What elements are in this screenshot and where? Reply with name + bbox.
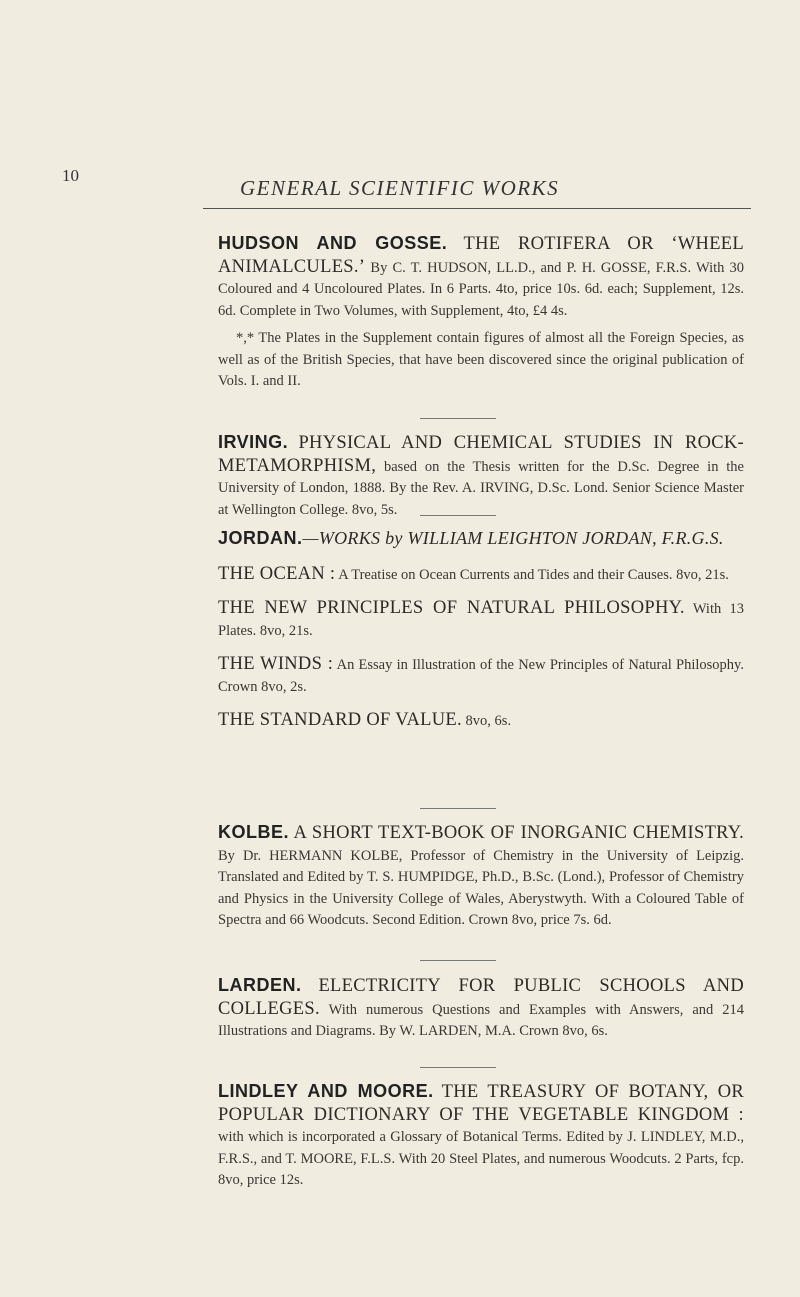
entry-body: By Dr. HERMANN KOLBE, Professor of Chemistry in the University of Leipzig. Translated and Edited by T. S. HUMPIDGE, Ph.D., B.Sc. (Lond.), Professor of Chemistry and Physics in the University College of Wales, Aberystwyth. With a Coloured Table of Spectra and 66 Woodcuts. Second Edition. Crown 8vo, price 7s. 6d. — [218, 847, 744, 928]
work-title: THE NEW PRINCIPLES OF NATURAL PHILOSOPHY. — [218, 598, 685, 618]
entry-text — [218, 233, 744, 322]
entry-divider — [420, 960, 496, 961]
work-item — [218, 654, 744, 698]
entry-author: IRVING. — [218, 432, 289, 452]
entry-divider — [420, 1067, 496, 1068]
entry-kolbe — [218, 822, 744, 932]
entry-larden — [218, 975, 744, 1043]
entry-divider — [420, 808, 496, 809]
work-item — [218, 710, 744, 733]
entry-divider — [420, 418, 496, 419]
entry-title: ELECTRICITY FOR PUBLIC SCHOOLS AND COLLEGES. — [218, 976, 744, 1019]
entry-body: based on the Thesis written for the D.Sc. Degree in the University of London, 1888. By the Rev. A. IRVING, D.Sc. Lond. Senior Science Master at Wellington College. 8vo, 5s. — [218, 458, 744, 518]
running-title: GENERAL SCIENTIFIC WORKS — [240, 176, 560, 200]
work-title: THE OCEAN : — [218, 563, 336, 584]
page-number: 10 — [62, 166, 79, 185]
work-item — [218, 598, 744, 642]
entry-divider — [420, 515, 496, 516]
entry-text — [218, 528, 744, 552]
entry-text — [218, 822, 744, 932]
entry-author: JORDAN. — [218, 528, 303, 548]
entry-irving — [218, 432, 744, 521]
entry-author: LARDEN. — [218, 975, 302, 995]
entry-lindley-moore — [218, 1081, 744, 1192]
entry-author: LINDLEY AND MOORE. — [218, 1081, 434, 1101]
entry-title: THE TREASURY OF BOTANY, OR POPULAR DICTIONARY OF THE VEGETABLE KINGDOM : — [218, 1082, 744, 1125]
entry-title: A SHORT TEXT-BOOK OF INORGANIC CHEMISTRY. — [293, 823, 744, 843]
work-title: THE WINDS : — [218, 654, 334, 674]
entry-note: *,* The Plates in the Supplement contain figures of almost all the Foreign Species, as well as of the British Species, that have been discovered since the original publication of Vols. I. and II. — [218, 330, 744, 389]
entry-subtitle: —WORKS by WILLIAM LEIGHTON JORDAN, F.R.G.S. — [302, 528, 724, 548]
work-item — [218, 564, 744, 587]
entry-text — [218, 432, 744, 521]
entry-author: HUDSON AND GOSSE. — [218, 233, 448, 253]
entry-text — [218, 975, 744, 1043]
work-title: THE STANDARD OF VALUE. — [218, 710, 462, 730]
header-rule — [203, 208, 751, 209]
entry-body: By C. T. HUDSON, LL.D., and P. H. GOSSE, F.R.S. With 30 Coloured and 4 Uncoloured Plates. In 6 Parts. 4to, price 10s. 6d. each; Supplement, 12s. 6d. Complete in Two Volumes, with Supplement, 4to, £4 4s. — [218, 259, 744, 319]
work-body: A Treatise on Ocean Currents and Tides and their Causes. 8vo, 21s. — [338, 566, 729, 583]
work-body: With 13 Plates. 8vo, 21s. — [218, 601, 744, 639]
entry-body: With numerous Questions and Examples with Answers, and 214 Illustrations and Diagrams. By W. LARDEN, M.A. Crown 8vo, 6s. — [218, 1001, 744, 1039]
entry-jordan — [218, 528, 744, 733]
entry-text — [218, 1081, 744, 1192]
entry-body: with which is incorporated a Glossary of Botanical Terms. Edited by J. LINDLEY, M.D., F.R.S., and T. MOORE, F.L.S. With 20 Steel Plates, and numerous Woodcuts. 2 Parts, fcp. 8vo, price 12s. — [218, 1129, 744, 1188]
work-body: An Essay in Illustration of the New Principles of Natural Philosophy. Crown 8vo, 2s. — [218, 657, 744, 695]
entry-author: KOLBE. — [218, 822, 290, 842]
entry-title: THE ROTIFERA OR ‘WHEEL ANIMALCULES.’ — [218, 234, 745, 277]
entry-title: PHYSICAL AND CHEMICAL STUDIES IN ROCK-METAMORPHISM, — [218, 433, 745, 476]
work-body: 8vo, 6s. — [465, 713, 512, 729]
entry-hudson-gosse — [218, 233, 744, 393]
